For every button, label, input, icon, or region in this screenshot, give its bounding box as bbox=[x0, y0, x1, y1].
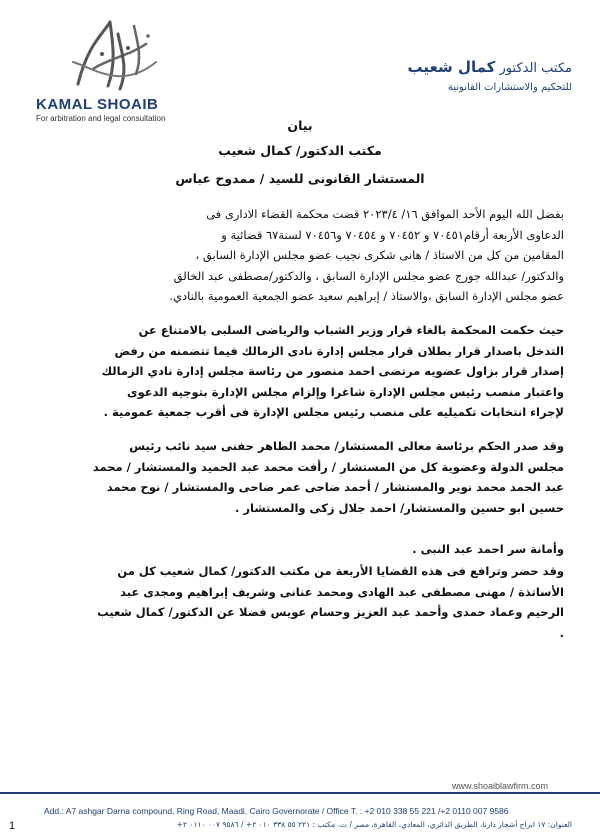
text-line: لإجراء انتخابات تكميليه على منصب رئيس مجلس الإدارة فى أقرب جمعية عمومية . bbox=[103, 405, 564, 420]
text-line: الدعاوى الأربعة أرقام٧٠٤٥١ و ٧٠٤٥٢ و ٧٠٤٥٤ و٧٠٤٥٦ لسنة٦٧ قضائية و bbox=[221, 227, 564, 242]
text-line: عضو مجلس الإدارة السابق ،والاستاذ / إبراهيم سعيد عضو الجمعية العمومية بالنادي. bbox=[169, 289, 564, 304]
text-line: وقد حضر وترافع فى هذه القضايا الأربعة من مكتب الدكتور/ كمال شعيب كل من bbox=[117, 564, 564, 578]
text-line: واعتبار منصب رئيس مجلس الإدارة شاغرا وإلزام مجلس الإدارة بتوجيه الدعوى bbox=[127, 384, 564, 399]
text-line: . bbox=[559, 625, 564, 640]
text-line: مجلس الدولة وعضوية كل من المستشار / رأفت محمد عبد الحميد والمستشار / محمد bbox=[92, 459, 564, 474]
text-line: الأساتذة / مهنى مصطفى عبد الهادى ومحمد عنانى وشريف إبراهيم ومجدى عبد bbox=[120, 584, 564, 599]
statement-title: بيان bbox=[287, 118, 313, 133]
text-line: حيث حكمت المحكمة بالغاء قرار وزير الشباب والرياضى السلبى بالامتناع عن bbox=[138, 323, 564, 337]
footer-website: www.shoaiblawfirm.com bbox=[451, 781, 548, 791]
text-line: المقامين من كل من الاستاذ / هانى شكرى نجيب عضو مجلس الإدارة السابق ، bbox=[195, 248, 564, 263]
office-subtitle: للتحكيم والاستشارات القانونية bbox=[447, 82, 572, 93]
text-line: عبد الحمد محمد نوير والمستشار / أحمد ضاحى عمر ضاحى والمستشار / نوح محمد bbox=[106, 480, 564, 495]
text-line: والدكتور/ عبدالله جورج عضو مجلس الإدارة السابق ، والدكتور/مصطفى عبد الخالق bbox=[173, 268, 564, 283]
text-line: وأمانة سر احمد عبد النبى . bbox=[412, 542, 564, 556]
footer-address-english: Add.: A7 ashgar Darna compound, Ring Road, Maadi, Cairo Governorate / Office T. : +2 010 338 55 221 /+2 0110 007 9586 bbox=[44, 806, 509, 816]
firm-logo bbox=[30, 14, 200, 124]
text-line: الرحيم وعماد حمدى وأحمد عبد العزيز وحسام عويس فضلا عن الدكتور/ كمال شعيب bbox=[97, 605, 564, 620]
text-line: التدخل باصدار قرار بطلان قرار مجلس إدارة نادى الزمالك فيما تتضمنه من رفض bbox=[114, 343, 564, 358]
office-title-prefix: مكتب الدكتور bbox=[499, 61, 572, 76]
office-heading: مكتب الدكتور/ كمال شعيب bbox=[218, 143, 382, 158]
text-line: بفضل الله اليوم الأحد الموافق ١٦/ ٢٠٢٣/٤ قضت محكمة القضاء الادارى فى bbox=[206, 207, 564, 221]
page-number: 1 bbox=[9, 820, 16, 832]
paragraph-court-secretary bbox=[36, 539, 564, 560]
office-title-name: كمال شعيب bbox=[407, 58, 496, 76]
logo-name: KAMAL SHOAIB bbox=[36, 96, 159, 113]
paragraph-ruling-content bbox=[36, 320, 564, 423]
text-line: حسين ابو حسين والمستشار/ احمد جلال زكى والمستشار . bbox=[235, 500, 564, 515]
paragraph-attorneys bbox=[36, 561, 564, 643]
office-title bbox=[352, 58, 572, 93]
counsel-heading: المستشار القانونى للسيد / ممدوح عباس bbox=[175, 171, 425, 186]
footer-address-arabic: العنوان: ١٧ ابراج أشجار دارنا، الطريق الدائري، المعادي، القاهرة، مصر / ت. مكتب : ٢٢١ ٥٥ ٣٣٨ ٠١٠ ٢+ / ٩٥٨٦ ٠٠٧ ٠١١٠ ٢+ bbox=[176, 820, 572, 829]
text-line: وقد صدر الحكم برئاسة معالى المستشار/ محمد الطاهر حفنى سيد نائب رئيس bbox=[129, 439, 564, 453]
office-title-line1 bbox=[352, 58, 572, 76]
paragraph-court-panel bbox=[36, 436, 564, 518]
paragraph-ruling-date bbox=[36, 204, 564, 307]
calligraphy-logo-icon bbox=[58, 14, 168, 96]
logo-tagline: For arbitration and legal consultation bbox=[36, 114, 166, 123]
footer-divider bbox=[0, 792, 600, 794]
text-line: إصدار قرار بزاول عضويه مرتضى احمد منصور من رئاسة مجلس إدارة نادي الزمالك bbox=[101, 364, 564, 379]
